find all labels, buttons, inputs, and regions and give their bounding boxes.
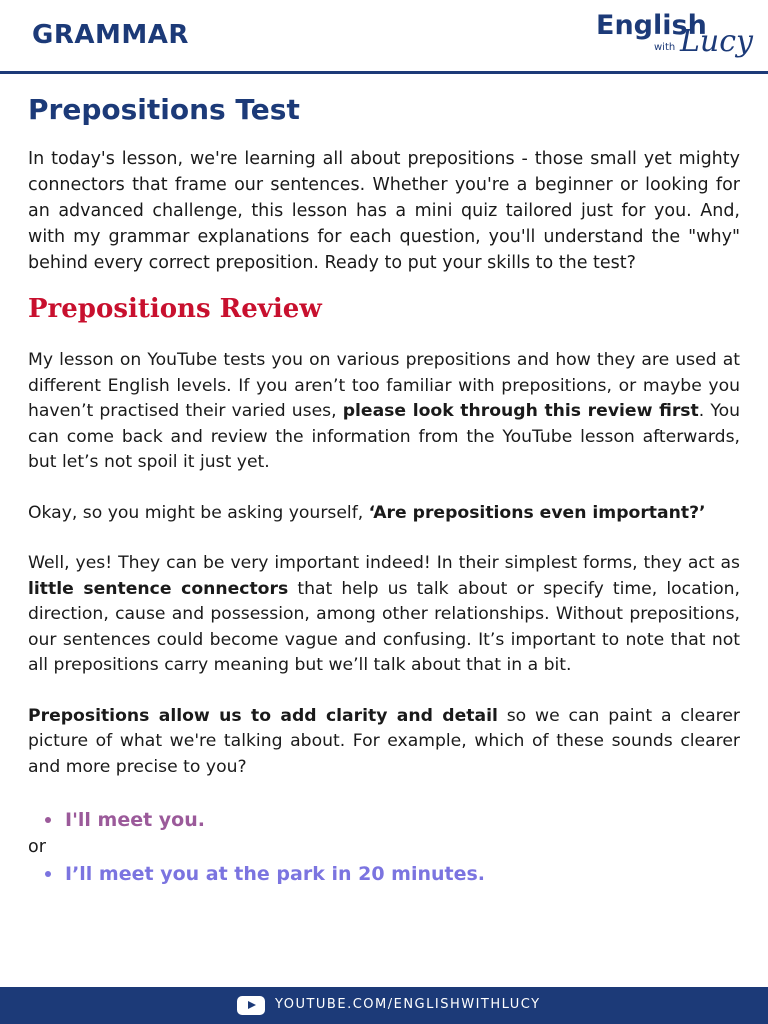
review-emphasis: please look through this review first xyxy=(342,401,699,421)
or-text: or xyxy=(28,837,46,857)
connectors-paragraph xyxy=(28,551,740,679)
example-text-1: I'll meet you. xyxy=(65,809,205,831)
logo-english-text: English xyxy=(596,10,707,41)
clarity-text-end: so we can paint a clearer picture of what we're talking about. For example, which of these sounds clearer and more precise to you? xyxy=(28,705,740,777)
youtube-icon[interactable] xyxy=(237,996,265,1015)
bullet-icon xyxy=(45,871,51,877)
english-with-lucy-logo xyxy=(596,10,753,62)
page-footer xyxy=(0,987,768,1024)
section-heading: Prepositions Review xyxy=(28,294,322,324)
review-text-end: . You can come back and review the information from the YouTube lesson afterwards, but let’s not spoil it just yet. xyxy=(28,401,740,472)
clarity-emphasis: Prepositions allow us to add clarity and detail xyxy=(28,705,498,726)
example-item-1 xyxy=(28,806,740,834)
example-text-2: I’ll meet you at the park in 20 minutes. xyxy=(65,863,486,885)
bullet-icon xyxy=(45,817,51,823)
page-header xyxy=(0,0,768,74)
question-emphasis: ‘Are prepositions even important?’ xyxy=(368,502,706,523)
connectors-text-end: that help us talk about or specify time, location, direction, cause and possession, among other relationships. Without prepositions, our sentences could become vague and confusing. It’s important to note that not all prepositions carry meaning but we’ll talk about that in a bit. xyxy=(28,578,740,675)
section-label: GRAMMAR xyxy=(32,20,189,50)
review-text-start: My lesson on YouTube tests you on various prepositions and how they are used at different English levels. If you aren’t too familiar with prepositions, or maybe you haven’t practised their varied uses, xyxy=(28,350,740,421)
clarity-paragraph xyxy=(28,704,740,781)
example-list-2 xyxy=(28,860,740,888)
play-icon xyxy=(248,1001,256,1009)
page-title: Prepositions Test xyxy=(28,93,300,126)
examples-block xyxy=(28,806,740,888)
logo-lucy-text: Lucy xyxy=(680,24,753,59)
youtube-channel-link[interactable]: YOUTUBE.COM/ENGLISHWITHLUCY xyxy=(275,997,541,1012)
example-list-1 xyxy=(28,806,740,834)
question-paragraph xyxy=(28,501,740,527)
article-body xyxy=(28,90,740,888)
review-paragraph xyxy=(28,348,740,476)
example-item-2 xyxy=(28,860,740,888)
intro-paragraph: In today's lesson, we're learning all about prepositions - those small yet mighty connectors that frame our sentences. Whether you're a beginner or looking for an advanced challenge, this lesson has a mini quiz tailored just for you. And, with my grammar explanations for each question, you'll understand the "why" behind every correct preposition. Ready to put your skills to the test? xyxy=(28,149,740,273)
connectors-emphasis: little sentence connectors xyxy=(28,578,289,599)
connectors-text-start: Well, yes! They can be very important indeed! In their simplest forms, they act as xyxy=(28,553,740,573)
logo-with-text: with xyxy=(654,42,676,53)
question-text-start: Okay, so you might be asking yourself, xyxy=(28,502,369,523)
